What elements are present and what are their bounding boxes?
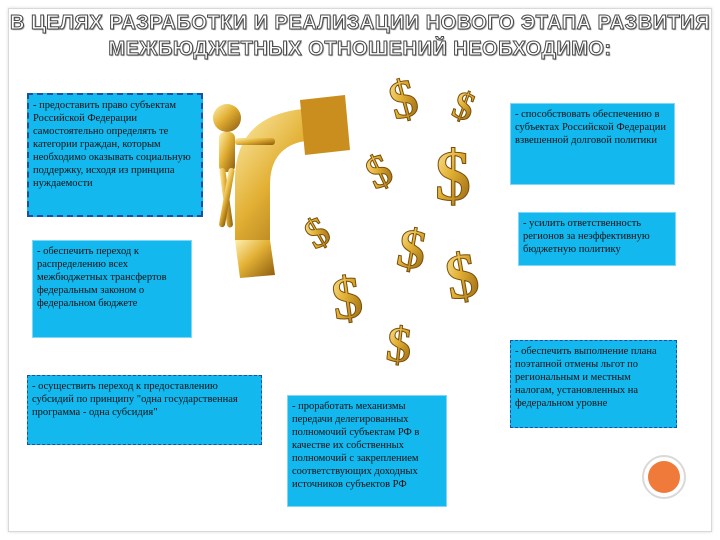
svg-text:$: $	[297, 208, 339, 259]
text-box-delegated-powers: - проработать механизмы передачи делегированных полномочий субъектам РФ в качестве их собственных полномочий с закреплением соответствующих доходных источников субъектов РФ	[287, 395, 447, 507]
slide-title-line2: МЕЖБЮДЖЕТНЫХ ОТНОШЕНИЙ НЕОБХОДИМО:	[108, 38, 612, 60]
svg-text:$: $	[327, 263, 367, 333]
text-box-subsidies: - осуществить переход к предоставлению субсидий по принципу "одна государственная программа - одна субсидия"	[27, 375, 262, 445]
svg-text:$: $	[357, 143, 401, 200]
svg-text:$: $	[382, 66, 425, 132]
svg-text:$: $	[440, 238, 484, 314]
svg-text:$: $	[446, 81, 482, 131]
text-box-responsibility: - усилить ответственность регионов за неэффективную бюджетную политику	[518, 212, 676, 266]
text-box-tax-benefits: - обеспечить выполнение плана поэтапной отмены льгот по региональным и местным налогам, установленных на федеральном уровне	[510, 340, 677, 428]
text-box-transfers: - обеспечить переход к распределению всех межбюджетных трансфертов федеральным законом о федеральном бюджете	[32, 240, 192, 338]
svg-text:$: $	[383, 315, 415, 374]
gold-dollar-illustration	[195, 60, 515, 390]
text-box-debt-policy: - способствовать обеспечению в субъектах Российской Федерации взвешенной долговой политики	[510, 103, 675, 185]
slide-title-line1: В ЦЕЛЯХ РАЗРАБОТКИ И РЕАЛИЗАЦИИ НОВОГО ЭТАПА РАЗВИТИЯ	[10, 12, 710, 34]
svg-text:$: $	[435, 136, 471, 216]
text-box-social-support: - предоставить право субъектам Российской Федерации самостоятельно определять те категории граждан, которым необходимо оказывать социальную поддержку, исходя из принципа нуждаемости	[27, 93, 203, 217]
orange-circle-decoration	[642, 455, 686, 499]
svg-text:$: $	[392, 216, 432, 283]
